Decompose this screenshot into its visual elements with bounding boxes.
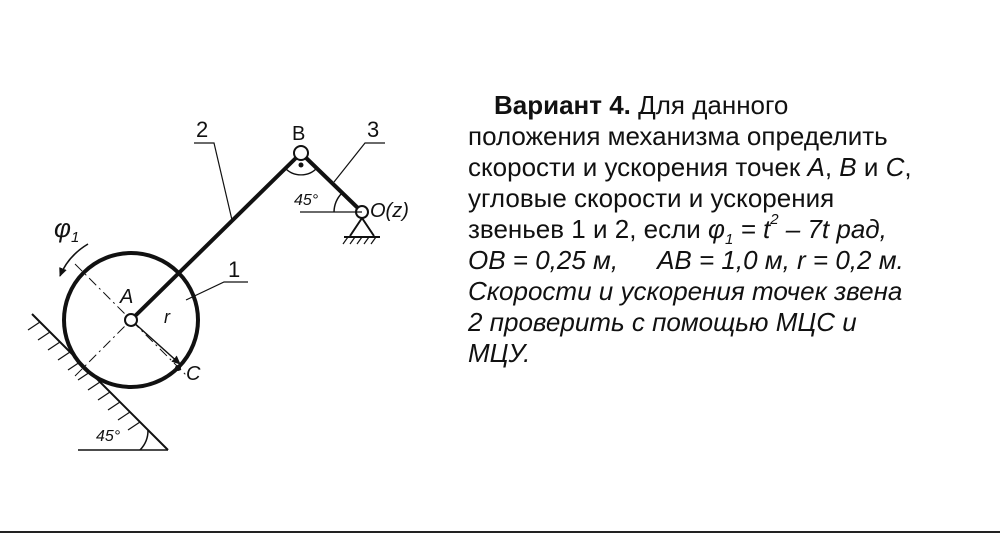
leader-link-2 xyxy=(194,143,232,220)
angle-arc-top xyxy=(334,193,342,212)
label-link-1: 1 xyxy=(228,257,241,282)
problem-line-5: звеньев 1 и 2, если $\varphi_1 = t^2 - 7t$ рад, xyxy=(468,211,887,249)
problem-line-9: МЦУ. xyxy=(468,338,531,368)
hinge-b xyxy=(294,146,308,160)
label-point-a: A xyxy=(120,286,134,308)
label-angle-bottom: 45° xyxy=(96,428,121,445)
label-radius: r xyxy=(164,307,170,327)
problem-line-1: Вариант 4. Для данного xyxy=(494,90,789,120)
rod-ab xyxy=(131,153,301,320)
label-phi: φ1 xyxy=(54,213,80,246)
label-link-2: 2 xyxy=(196,117,209,142)
radius-line xyxy=(131,320,180,364)
variant-title: Вариант 4. xyxy=(494,90,631,120)
problem-statement xyxy=(468,90,988,369)
label-link-3: 3 xyxy=(367,117,380,142)
label-pivot-o: O(z) xyxy=(370,200,409,222)
problem-line-8: 2 проверить с помощью МЦС и xyxy=(468,307,857,337)
problem-line-3: скорости и ускорения точек A, B и C, xyxy=(468,152,912,182)
point-c-marker xyxy=(175,365,181,371)
leader-link-3 xyxy=(334,143,385,182)
problem-line-6: OB = 0,25 м, AB = 1,0 м, r = 0,2 м. xyxy=(468,245,904,275)
angle-arc-bottom xyxy=(140,430,148,450)
problem-line-7: Скорости и ускорения точек звена xyxy=(468,276,903,306)
phi-formula: $\varphi_1 = t^2 - 7t$ рад, xyxy=(708,211,887,249)
problem-line-4: угловые скорости и ускорения xyxy=(468,183,835,213)
label-angle-top: 45° xyxy=(294,192,319,209)
label-point-b: B xyxy=(292,123,306,145)
problem-line-2: положения механизма определить xyxy=(468,121,888,151)
hinge-a xyxy=(125,314,137,326)
label-point-c: C xyxy=(186,363,201,385)
bottom-rule xyxy=(0,531,1000,533)
